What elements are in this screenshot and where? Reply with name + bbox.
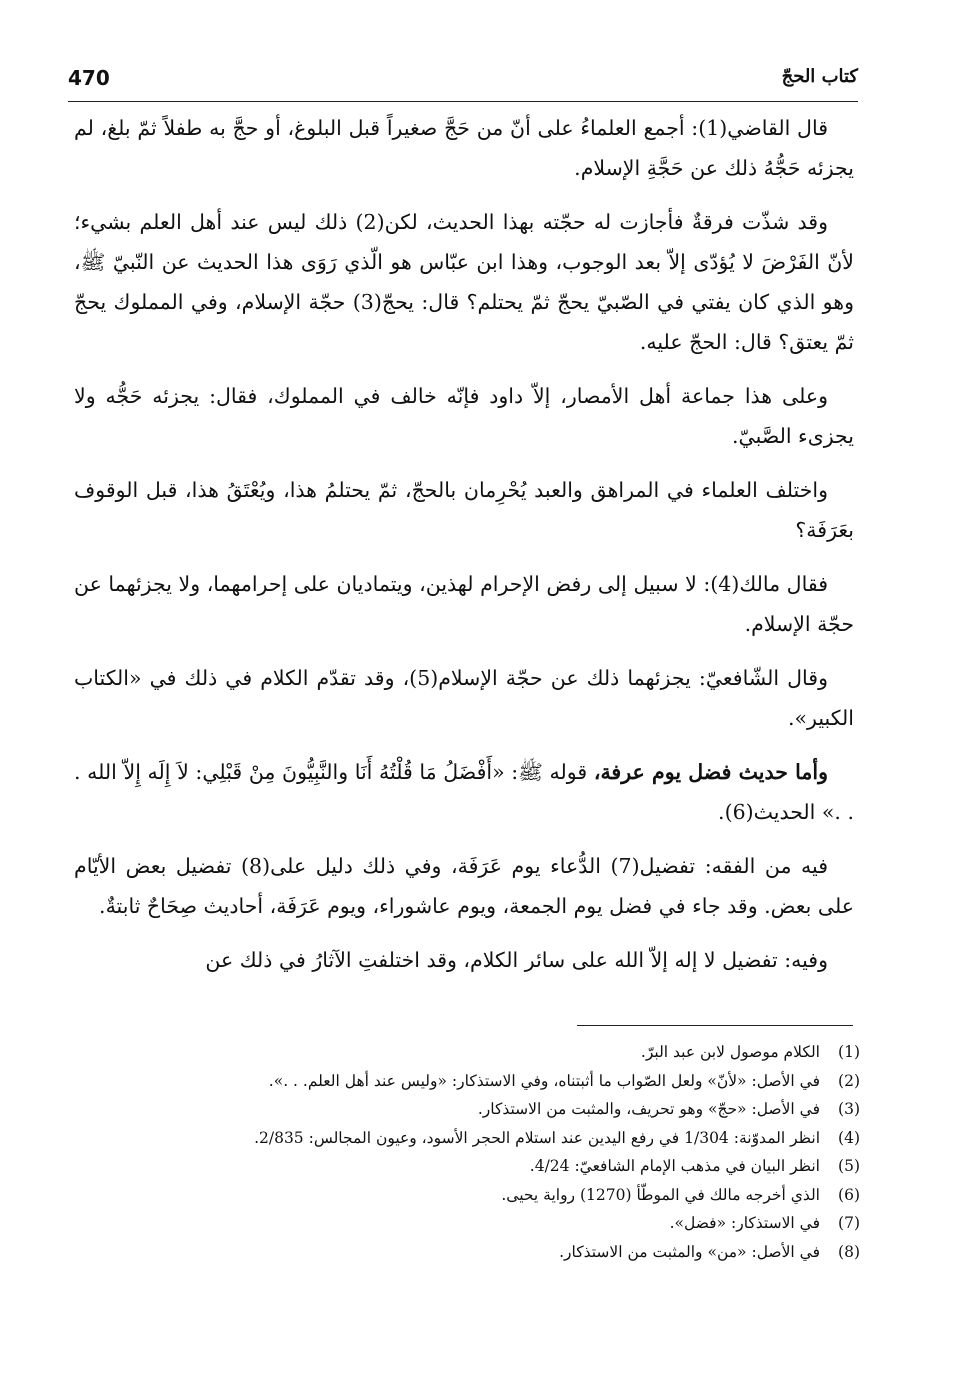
- header-rule: [68, 101, 858, 102]
- footnote-text: في الأصل: «من» والمثبت من الاستذكار.: [559, 1242, 820, 1261]
- paragraph-3: وعلى هذا جماعة أهل الأمصار، إلاّ داود فإنّه خالف في المملوك، فقال: يجزئه حَجُّه ولا يجزىء الصَّبيّ.: [74, 384, 854, 448]
- footnote-number: (2): [838, 1071, 860, 1090]
- paragraph-7: [74, 752, 854, 832]
- footnote-number: (3): [838, 1100, 860, 1118]
- footnote-number: (7): [838, 1214, 860, 1232]
- paragraph-4: واختلف العلماء في المراهق والعبد يُحْرِمان بالحجّ، ثمّ يحتلمُ هذا، ويُعْتَقُ هذا، قبل الوقوف بعَرَفَة؟: [74, 478, 854, 542]
- footnote-number: (1): [838, 1043, 860, 1061]
- footnote: [100, 1238, 860, 1267]
- page-number: 470: [68, 66, 110, 90]
- footnotes: [100, 1038, 860, 1266]
- paragraph-9: وفيه: تفضيل لا إله إلاّ الله على سائر الكلام، وقد اختلفتِ الآثارُ في ذلك عن: [205, 948, 828, 972]
- footnote-number: (6): [838, 1185, 860, 1204]
- paragraph-5: فقال مالك(4): لا سبيل إلى رفض الإحرام لهذين، ويتماديان على إحرامهما، ولا يجزئهما عن حجّة الإسلام.: [74, 572, 854, 636]
- section-heading-arafah: وأما حديث فضل يوم عرفة،: [593, 760, 828, 784]
- footnote-text: في الأصل: «حجّ» وهو تحريف، والمثبت من الاستذكار.: [477, 1100, 820, 1118]
- footnote-text: انظر البيان في مذهب الإمام الشافعيّ: 4/24.: [529, 1157, 820, 1175]
- footnote-number: (4): [838, 1128, 860, 1147]
- footnote-text: في الأصل: «لأنّ» ولعل الصّواب ما أثبتناه، وفي الاستذكار: «وليس عند أهل العلم. . .».: [268, 1071, 820, 1090]
- footnote-number: (5): [838, 1157, 860, 1175]
- paragraph-2: وقد شذّت فرقةٌ فأجازت له حجّته بهذا الحديث، لكن(2) ذلك ليس عند أهل العلم بشيء؛ لأنّ الفَرْضَ لا يُؤدّى إلاّ بعد الوجوب، وهذا ابن عبّاس هو الّذي رَوَى هذا الحديث عن النّبيّ ﷺ، وهو الذي كان يفتي في الصّبيّ يحجّ ثمّ يحتلم؟ قال: يحجّ(3) حجّة الإسلام، وفي المملوك يحجّ ثمّ يعتق؟ قال: الحجّ عليه.: [74, 210, 854, 354]
- footnote-number: (8): [838, 1242, 860, 1261]
- footnote: [100, 1038, 860, 1067]
- paragraph-8: فيه من الفقه: تفضيل(7) الدُّعاء يوم عَرَفَة، وفي ذلك دليل على(8) تفضيل بعض الأيّام على بعض. وقد جاء في فضل يوم الجمعة، ويوم عاشوراء، ويوم عَرَفَة، أحاديث صِحَاحٌ ثابتةٌ.: [74, 854, 854, 918]
- footnote: [100, 1124, 860, 1153]
- footnote: [100, 1209, 860, 1238]
- footnote-text: في الاستذكار: «فضل».: [669, 1214, 820, 1232]
- page-header: [68, 66, 858, 96]
- main-text: [74, 108, 854, 994]
- footnote-rule: [577, 1025, 853, 1026]
- footnote: [100, 1095, 860, 1124]
- footnote: [100, 1067, 860, 1096]
- footnote-text: الكلام موصول لابن عبد البرّ.: [640, 1043, 820, 1061]
- footnote: [100, 1181, 860, 1210]
- paragraph-6: وقال الشّافعيّ: يجزئهما ذلك عن حجّة الإسلام(5)، وقد تقدّم الكلام في ذلك في «الكتاب الكبير».: [74, 666, 854, 730]
- paragraph-7-rest: قوله ﷺ: «أَفْضَلُ مَا قُلْتُهُ أَنَا والنَّبِيُّونَ مِنْ قَبْلِي: لاَ إِلَه إِلاّ الله . . .» الحديث(6).: [74, 760, 854, 824]
- footnote-text: الذي أخرجه مالك في الموطّأ (1270) رواية يحيى.: [501, 1185, 820, 1204]
- footnote: [100, 1152, 860, 1181]
- paragraph-1: قال القاضي(1): أجمع العلماءُ على أنّ من حَجَّ صغيراً قبل البلوغ، أو حجَّ به طفلاً ثمّ بلغ، لم يجزئه حَجُّهُ ذلك عن حَجَّةِ الإسلام.: [74, 116, 854, 180]
- running-title: كتاب الحجّ: [781, 66, 858, 87]
- footnote-text: انظر المدوّنة: 1/304 في رفع اليدين عند استلام الحجر الأسود، وعيون المجالس: 2/835.: [254, 1128, 820, 1147]
